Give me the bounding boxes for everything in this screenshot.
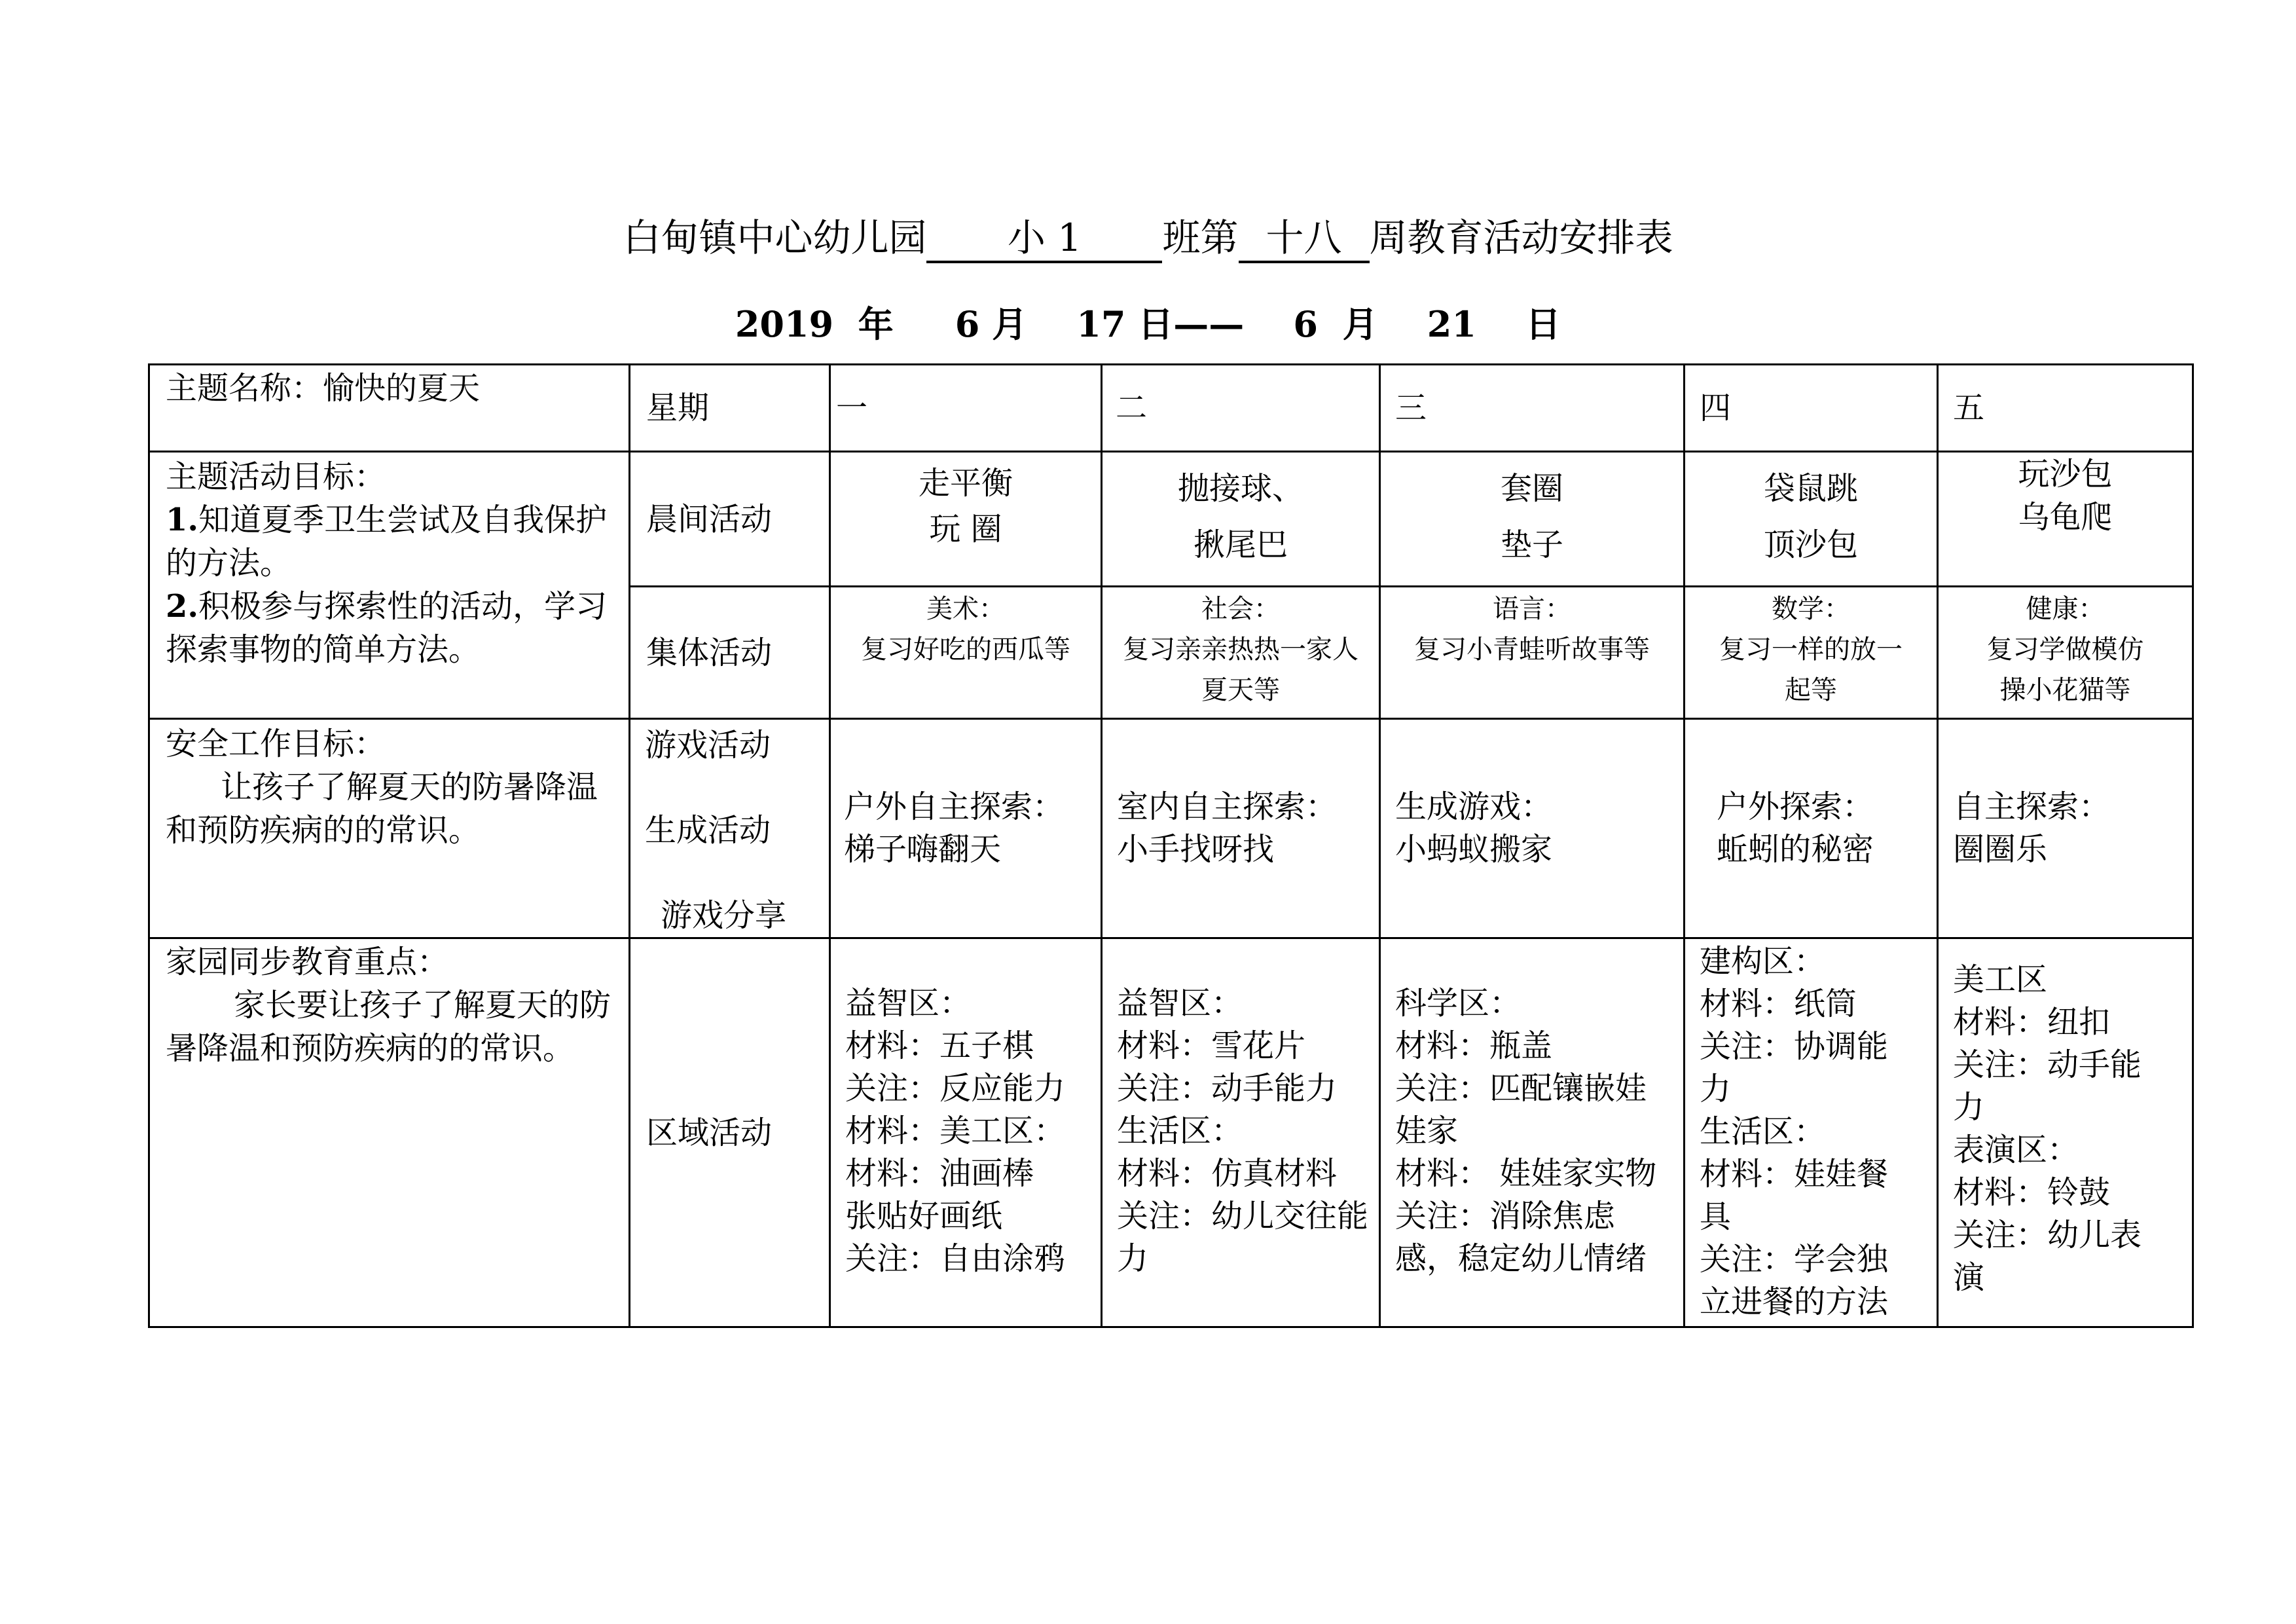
schedule-table (148, 363, 2194, 1328)
area-activity: 益智区： 材料：五子棋 关注：反应能力 材料：美工区： 材料：油画棒 张贴好画纸 关注：自由涂鸦 (845, 985, 1066, 1277)
morning-label-cell (630, 452, 830, 587)
morning-row (149, 452, 2193, 587)
morning-activity: 套圈 垫子 (1500, 470, 1563, 563)
play-activity: 自主探索： 圈圈乐 (1953, 788, 2111, 868)
safety-goals-title: 安全工作目标： (166, 726, 386, 762)
morning-cell-4 (1685, 452, 1938, 587)
group-cell-5 (1938, 587, 2193, 719)
day-header-4 (1685, 365, 1938, 452)
theme-name-cell (149, 365, 630, 452)
area-activity: 建构区： 材料：纸筒 关注：协调能力 生活区： 材料：娃娃餐具 关注：学会独立进餐的方法 (1700, 943, 1889, 1320)
play-labels-cell (630, 719, 830, 938)
group-activity: 语言： 复习小青蛙听故事等 (1414, 594, 1650, 665)
play-cell-4 (1685, 719, 1938, 938)
morning-cell-2 (1102, 452, 1380, 587)
safety-goals-cell (149, 719, 630, 938)
play-activity: 户外探索： 蚯蚓的秘密 (1717, 788, 1874, 868)
group-cell-4 (1685, 587, 1938, 719)
area-activity: 益智区： 材料：雪花片 关注：动手能力 生活区： 材料：仿真材料 关注：幼儿交往能力 (1117, 985, 1369, 1277)
home-school-title: 家园同步教育重点： (166, 944, 449, 980)
group-cell-3 (1380, 587, 1685, 719)
area-cell-2 (1102, 938, 1380, 1327)
goal-number: 1. (166, 502, 199, 538)
area-cell-4 (1685, 938, 1938, 1327)
day-header-3 (1380, 365, 1685, 452)
area-activity: 美工区 材料：纽扣 关注：动手能力 表演区： 材料：铃鼓 关注：幼儿表演 (1953, 961, 2142, 1296)
day-label: 二 (1116, 390, 1148, 426)
day-header-2 (1102, 365, 1380, 452)
play-cell-2 (1102, 719, 1380, 938)
day-label: 一 (836, 390, 868, 426)
group-label-cell (630, 587, 830, 719)
area-label-cell (630, 938, 830, 1327)
theme-goal-2 (166, 585, 613, 671)
goal-text: 积极参与探索性的活动，学习探索事物的简单方法。 (166, 588, 608, 668)
week-number-field: 十八 (1239, 215, 1370, 263)
morning-cell-1 (830, 452, 1102, 587)
morning-activity: 玩沙包 乌龟爬 (2018, 456, 2113, 536)
theme-goals-title: 主题活动目标： (166, 458, 386, 495)
weekday-label-cell (630, 365, 830, 452)
group-activity: 社会： 复习亲亲热热一家人夏天等 (1123, 594, 1358, 705)
day-label: 五 (1953, 390, 1985, 426)
title-class-week-text: 班第 (1162, 215, 1239, 260)
area-activity-label: 区域活动 (646, 1114, 773, 1151)
home-school-text: 家长要让孩子了解夏天的防暑降温和预防疾病的的常识。 (166, 987, 611, 1067)
day-header-5 (1938, 365, 2193, 452)
group-cell-2 (1102, 587, 1380, 719)
area-cell-5 (1938, 938, 2193, 1327)
document-title (0, 208, 2296, 267)
play-sharing-label: 游戏分享 (661, 897, 787, 934)
play-cell-1 (830, 719, 1102, 938)
day-label: 四 (1700, 390, 1732, 426)
area-activity: 科学区： 材料：瓶盖 关注：匹配镶嵌娃娃家 材料： 娃娃家实物 关注：消除焦虑感，稳定幼儿情绪 (1395, 985, 1657, 1277)
header-row (149, 365, 2193, 452)
weekday-label: 星期 (646, 390, 710, 426)
date-range: 2019 年 6 月 17 日—— 6 月 21 日 (735, 303, 1561, 345)
play-row (149, 719, 2193, 938)
group-activity: 美术： 复习好吃的西瓜等 (861, 594, 1070, 665)
generated-activity-label: 生成活动 (645, 812, 771, 849)
play-activity: 户外自主探索： 梯子嗨翻天 (844, 788, 1065, 868)
day-label: 三 (1395, 390, 1427, 426)
morning-activity: 走平衡 玩 圈 (918, 465, 1013, 547)
area-cell-1 (830, 938, 1102, 1327)
morning-activity-label: 晨间活动 (646, 500, 773, 538)
play-activity: 生成游戏： 小蚂蚁搬家 (1395, 788, 1553, 868)
home-school-cell (149, 938, 630, 1327)
play-cell-5 (1938, 719, 2193, 938)
theme-name: 主题名称：愉快的夏天 (166, 370, 481, 407)
group-activity: 数学： 复习一样的放一起等 (1719, 594, 1903, 705)
theme-goals-cell (149, 452, 630, 719)
morning-activity: 袋鼠跳 顶沙包 (1763, 470, 1858, 563)
morning-activity: 抛接球、 揪尾巴 (1177, 470, 1303, 563)
goal-number: 2. (166, 588, 199, 625)
goal-text: 知道夏季卫生尝试及自我保护的方法。 (166, 502, 608, 581)
morning-cell-3 (1380, 452, 1685, 587)
group-activity-label: 集体活动 (646, 634, 773, 671)
morning-cell-5 (1938, 452, 2193, 587)
group-activity: 健康： 复习学做模仿操小花猫等 (1986, 594, 2144, 705)
area-cell-3 (1380, 938, 1685, 1327)
play-cell-3 (1380, 719, 1685, 938)
kindergarten-name: 白甸镇中心幼儿园 (623, 215, 927, 260)
safety-goals-text: 让孩子了解夏天的防暑降温和预防疾病的的常识。 (166, 769, 598, 849)
class-name-field: 小 1 (926, 215, 1162, 263)
title-suffix: 周教育活动安排表 (1369, 215, 1673, 260)
play-activity: 室内自主探索： 小手找呀找 (1117, 788, 1338, 868)
theme-goal-1 (166, 498, 613, 585)
play-activity-label: 游戏活动 (645, 727, 771, 764)
group-cell-1 (830, 587, 1102, 719)
area-row (149, 938, 2193, 1327)
day-header-1 (830, 365, 1102, 452)
